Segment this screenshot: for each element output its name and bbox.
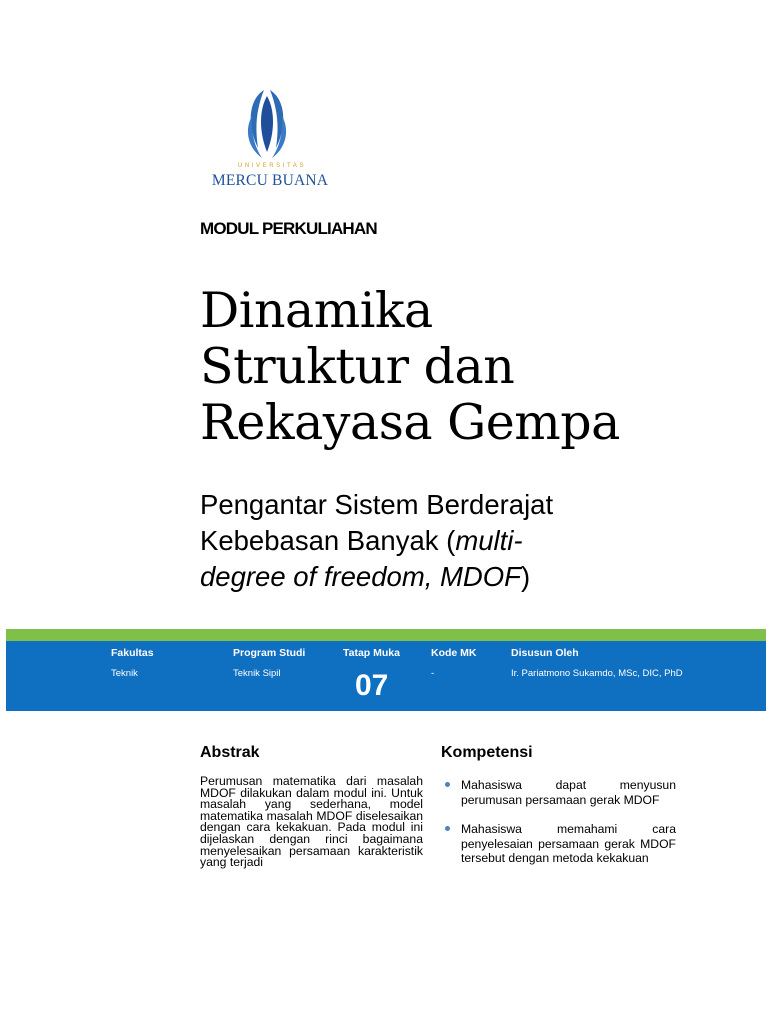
list-item (441, 778, 676, 807)
program-studi-value: Teknik Sipil (233, 668, 281, 679)
tatap-muka-value: 07 (355, 669, 389, 702)
list-item (441, 822, 676, 866)
abstrak-body: Perumusan matematika dari masalah MDOF dilakukan dalam modul ini. Untuk masalah yang sederhana, model matematika masalah MDOF diselesaikan dengan cara kekakuan. Pada modul ini dijelaskan dengan rinci bagaimana menyelesaikan persamaan karakteristik yang terjadi (200, 774, 423, 870)
module-subtitle (200, 487, 670, 595)
disusun-oleh-header: Disusun Oleh (511, 647, 579, 659)
abstrak-heading: Abstrak (200, 744, 260, 761)
kompetensi-item-text: Mahasiswa dapat menyusun perumusan persamaan gerak MDOF (461, 778, 676, 807)
subtitle-italic-2: degree of freedom, MDOF (200, 561, 521, 592)
mercu-buana-emblem-icon (242, 86, 292, 164)
program-studi-header: Program Studi (233, 647, 306, 659)
tatap-muka-header: Tatap Muka (343, 647, 400, 659)
kompetensi-heading: Kompetensi (441, 744, 533, 761)
course-title-line-3: Rekayasa Gempa (200, 394, 620, 451)
bullet-icon (445, 782, 450, 787)
fakultas-header: Fakultas (111, 647, 154, 659)
subtitle-paren-open: ( (438, 525, 456, 556)
kompetensi-list (441, 778, 676, 881)
fakultas-value: Teknik (111, 668, 138, 679)
course-title (200, 283, 760, 451)
logo-university-name: MERCU BUANA (211, 172, 329, 189)
course-title-line-1: Dinamika (200, 282, 433, 339)
subtitle-paren-close: ) (520, 561, 531, 592)
kode-mk-header: Kode MK (431, 647, 477, 659)
subtitle-italic-1: multi- (455, 525, 523, 556)
module-label: MODUL PERKULIAHAN (200, 219, 377, 238)
green-accent-bar (6, 629, 766, 641)
info-band (6, 641, 766, 711)
bullet-icon (445, 826, 450, 831)
kode-mk-value: - (431, 668, 435, 679)
kompetensi-item-text: Mahasiswa memahami cara penyelesaian persamaan gerak MDOF tersebut dengan metoda kekakuan (461, 822, 676, 865)
subtitle-line-1: Pengantar Sistem Berderajat (200, 489, 554, 520)
logo-universitas-text: UNIVERSITAS (237, 163, 307, 169)
university-logo (200, 86, 336, 196)
disusun-oleh-value: Ir. Pariatmono Sukamdo, MSc, DIC, PhD (511, 668, 683, 679)
course-title-line-2: Struktur dan (200, 338, 515, 395)
subtitle-line-2: Kebebasan Banyak (200, 525, 439, 556)
